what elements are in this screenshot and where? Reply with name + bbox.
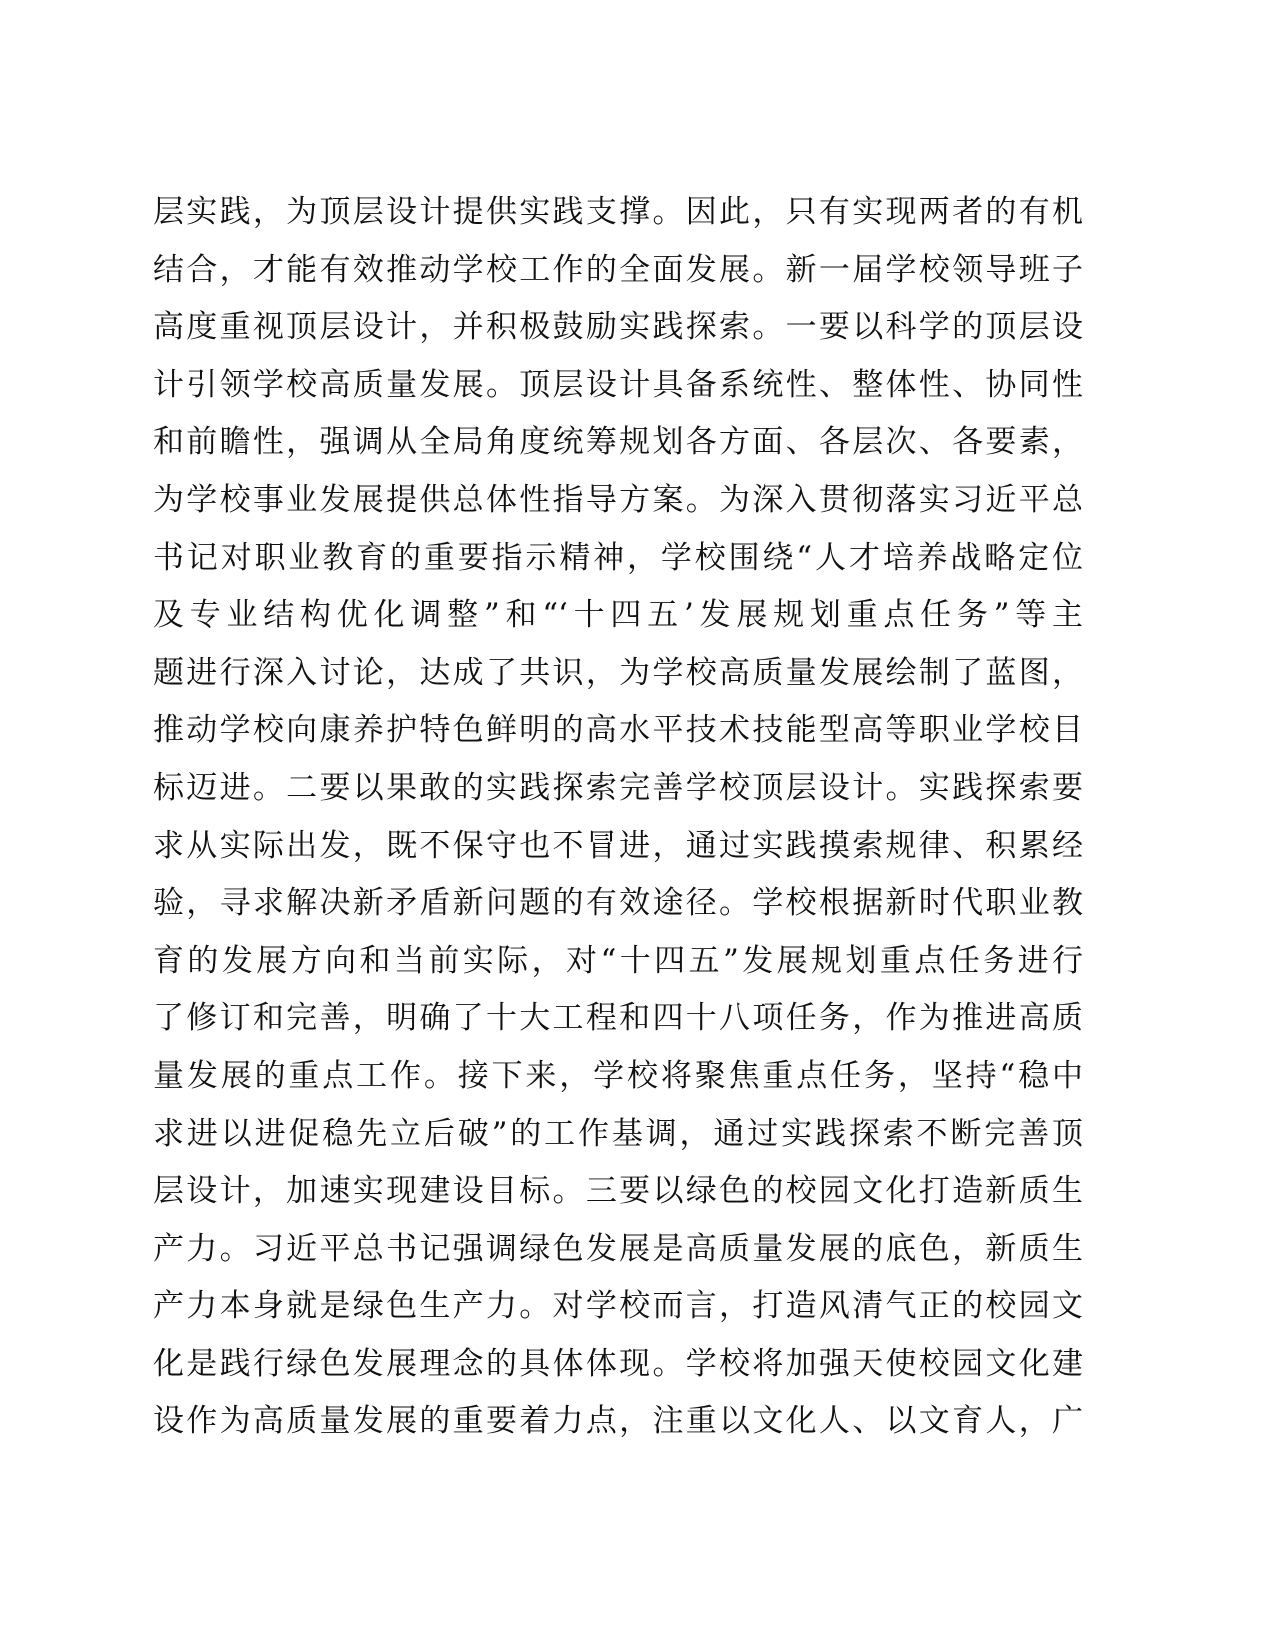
text-line: 书记对职业教育的重要指示精神，学校围绕“人才培养战略定位 <box>153 539 1083 576</box>
text-line: 育的发展方向和当前实际，对“十四五”发展规划重点任务进行 <box>153 942 1083 979</box>
text-line: 求从实际出发，既不保守也不冒进，通过实践摸索规律、积累经 <box>153 827 1083 864</box>
text-line: 产力。习近平总书记强调绿色发展是高质量发展的底色，新质生 <box>153 1230 1083 1267</box>
text-line: 层设计，加速实现建设目标。三要以绿色的校园文化打造新质生 <box>153 1173 1083 1210</box>
text-line: 求进以进促稳先立后破”的工作基调，通过实践探索不断完善顶 <box>153 1115 1083 1152</box>
text-line: 设作为高质量发展的重要着力点，注重以文化人、以文育人，广 <box>153 1403 1083 1440</box>
body-paragraph <box>153 184 1083 1451</box>
text-line: 和前瞻性，强调从全局角度统筹规划各方面、各层次、各要素， <box>153 424 1083 461</box>
text-line: 推动学校向康养护特色鲜明的高水平技术技能型高等职业学校目 <box>153 712 1083 749</box>
text-line: 标迈进。二要以果敢的实践探索完善学校顶层设计。实践探索要 <box>153 769 1083 806</box>
text-line: 了修订和完善，明确了十大工程和四十八项任务，作为推进高质 <box>153 1000 1083 1037</box>
text-line: 计引领学校高质量发展。顶层设计具备系统性、整体性、协同性 <box>153 366 1083 403</box>
text-line: 及专业结构优化调整”和“‘十四五’发展规划重点任务”等主 <box>153 597 1083 634</box>
text-line: 化是践行绿色发展理念的具体体现。学校将加强天使校园文化建 <box>153 1345 1083 1382</box>
text-line: 验，寻求解决新矛盾新问题的有效途径。学校根据新时代职业教 <box>153 885 1083 922</box>
text-line: 量发展的重点工作。接下来，学校将聚焦重点任务，坚持“稳中 <box>153 1057 1083 1094</box>
text-line: 为学校事业发展提供总体性指导方案。为深入贯彻落实习近平总 <box>153 481 1083 518</box>
text-line: 题进行深入讨论，达成了共识，为学校高质量发展绘制了蓝图， <box>153 654 1083 691</box>
text-line: 层实践，为顶层设计提供实践支撑。因此，只有实现两者的有机 <box>153 194 1083 230</box>
text-line: 结合，才能有效推动学校工作的全面发展。新一届学校领导班子 <box>153 251 1083 288</box>
text-line: 高度重视顶层设计，并积极鼓励实践探索。一要以科学的顶层设 <box>153 309 1083 346</box>
text-line: 产力本身就是绿色生产力。对学校而言，打造风清气正的校园文 <box>153 1288 1083 1325</box>
